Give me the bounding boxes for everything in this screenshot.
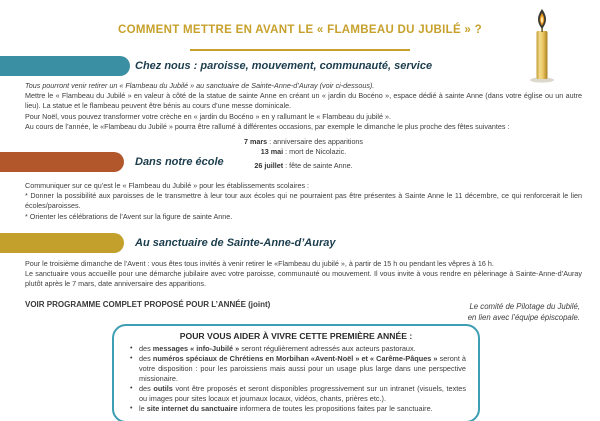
paragraph: Le sanctuaire vous accueille pour une démarche jubilaire avec votre paroisse, communauté ou mouvement. Il vous invite à vous rendre en pèlerinage à Sainte-Anne-d’Auray plutôt après le 7 mars, date anniversaire des apparitions. <box>25 269 582 289</box>
program-note: VOIR PROGRAMME COMPLET PROPOSÉ POUR L’ANNÉE (joint) <box>25 300 271 309</box>
paragraph-group <box>25 259 582 290</box>
title-divider <box>190 49 410 51</box>
signature <box>468 302 580 323</box>
help-box <box>112 324 480 421</box>
paragraph-group <box>25 81 582 132</box>
help-bullet: • des messages « info-Jubilé » seront régulièrement adressés aux acteurs pastoraux. <box>126 344 466 354</box>
help-bullet: • le site internet du sanctuaire informera de toutes les propositions faites par le sanctuaire. <box>126 404 466 414</box>
paragraph: Mettre le « Flambeau du Jubilé » en valeur à côté de la statue de sainte Anne en créant un « jardin du Bocéno », espace dédié à sainte Anne (dans votre église ou un autre lieu). La statue et le flambeau peuvent être bénis au cours d’une messe dominicale. <box>25 91 582 111</box>
help-bullet-list <box>126 344 466 414</box>
paragraph: Pour le troisième dimanche de l’Avent : vous êtes tous invités à venir retirer le «Flambeau du jubilé », à partir de 15 h ou pendant les vêpres à 16 h. <box>25 259 494 268</box>
paragraph: * Orienter les célébrations de l’Avent sur la figure de sainte Anne. <box>25 211 233 221</box>
page-title: COMMENT METTRE EN AVANT LE « FLAMBEAU DU JUBILÉ » ? <box>118 24 482 36</box>
section-pill-chez-nous <box>0 56 130 76</box>
paragraph: * Donner la possibilité aux paroisses de le transmettre à leur tour aux écoles qui ne pourraient pas être présentes à Sainte Anne le 11 décembre, ce qui renforcerait le lien écoles/paroisses. <box>25 191 582 211</box>
help-bullet: • des outils vont être proposés et seront disponibles progressivement sur un intranet (visuels, textes ou images pour sites locaux et journaux locaux, vidéos, chants, prières etc.). <box>126 384 466 404</box>
paragraph-group <box>25 181 582 222</box>
section-body-ecole <box>25 181 582 222</box>
paragraph: Tous pourront venir retirer un « Flambeau du Jubilé » au sanctuaire de Sainte-Anne-d’Auray (voir ci-dessous). <box>25 81 375 90</box>
signature-line: en lien avec l’équipe épiscopale. <box>467 312 580 322</box>
section-label-ecole: Dans notre école <box>135 156 224 168</box>
feast-date-line: 13 mai : mort de Nicolazic. <box>260 147 347 157</box>
feast-date-line: 7 mars : anniversaire des apparitions <box>243 137 364 147</box>
help-box-title: POUR VOUS AIDER À VIVRE CETTE PREMIÈRE ANNÉE : <box>179 331 413 341</box>
section-label-sanctuaire: Au sanctuaire de Sainte-Anne-d’Auray <box>135 237 336 249</box>
feast-date-line: 26 juillet : fête de sainte Anne. <box>254 160 353 170</box>
paragraph: Pour Noël, vous pouvez transformer votre crèche en « jardin du Bocéno » en y rallumant le « Flambeau du jubilé ». <box>25 111 391 121</box>
section-pill-ecole <box>0 152 124 172</box>
section-body-sanctuaire <box>25 259 582 290</box>
paragraph: Au cours de l’année, le «Flambeau du Jubilé » pourra être rallumé à différentes occasions, par exemple le dimanche le plus proche des fêtes suivantes : <box>25 121 510 131</box>
candle-icon <box>526 4 558 89</box>
signature-line: Le comité de Pilotage du Jubilé, <box>469 302 580 311</box>
section-pill-sanctuaire <box>0 233 124 253</box>
paragraph: Communiquer sur ce qu’est le « Flambeau du Jubilé » pour les établissements scolaires : <box>25 181 310 190</box>
help-bullet: • des numéros spéciaux de Chrétiens en Morbihan «Avent-Noël » et « Carême-Pâques » seront à votre disposition : pour les paroissiens mais aussi pour un usage plus large dans une perspective missionaire. <box>126 354 466 384</box>
section-label-chez-nous: Chez nous : paroisse, mouvement, communauté, service <box>135 60 433 72</box>
